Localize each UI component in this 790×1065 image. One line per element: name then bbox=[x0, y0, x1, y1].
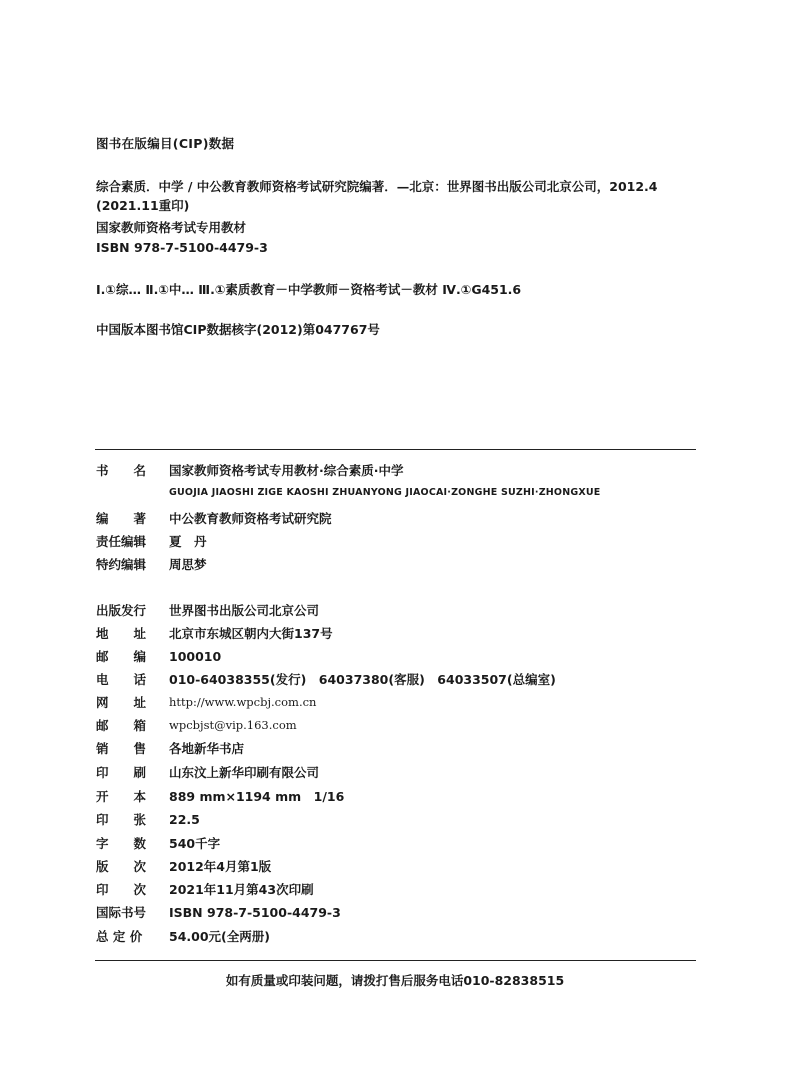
format-value: 889 mm×1194 mm 1/16 bbox=[169, 789, 345, 804]
row-author bbox=[96, 508, 332, 528]
row-printer bbox=[96, 762, 319, 782]
book-name-pinyin: GUOJIA JIAOSHI ZIGE KAOSHI ZHUANYONG JIAOCAI·ZONGHE SUZHI·ZHONGXUE bbox=[169, 487, 601, 498]
row-editor bbox=[96, 531, 207, 551]
words-label: 字 数 bbox=[96, 836, 147, 851]
printer-label: 印 刷 bbox=[96, 765, 147, 780]
words-value: 540千字 bbox=[169, 836, 221, 851]
cip-line-1: 综合素质．中学 / 中公教育教师资格考试研究院编著．—北京：世界图书出版公司北京公司，2012.4 bbox=[96, 179, 658, 194]
impression-label: 印 次 bbox=[96, 882, 147, 897]
phone-value: 010-64038355(发行) 64037380(客服) 64033507(总编室) bbox=[169, 672, 556, 687]
phone-label: 电 话 bbox=[96, 672, 147, 687]
sheets-label: 印 张 bbox=[96, 812, 147, 827]
cip-number: 中国版本图书馆CIP数据核字(2012)第047767号 bbox=[96, 322, 380, 337]
printer-value: 山东汶上新华印刷有限公司 bbox=[169, 765, 320, 780]
bottom-rule bbox=[95, 960, 696, 961]
row-isbn bbox=[96, 902, 341, 922]
sales-label: 销 售 bbox=[96, 741, 147, 756]
top-rule bbox=[95, 449, 696, 450]
impression-value: 2021年11月第43次印刷 bbox=[169, 882, 314, 897]
row-words bbox=[96, 833, 220, 853]
row-sheets bbox=[96, 809, 200, 829]
row-price bbox=[96, 926, 270, 946]
book-name-value: 国家教师资格考试专用教材·综合素质·中学 bbox=[169, 463, 404, 478]
service-notice: 如有质量或印装问题，请拨打售后服务电话010-82838515 bbox=[225, 973, 565, 988]
row-special-editor bbox=[96, 554, 207, 574]
cip-line-4: ISBN 978-7-5100-4479-3 bbox=[96, 240, 268, 255]
row-website bbox=[96, 692, 316, 712]
format-label: 开 本 bbox=[96, 789, 147, 804]
special-editor-label: 特约编辑 bbox=[96, 557, 147, 572]
address-value: 北京市东城区朝内大街137号 bbox=[169, 626, 333, 641]
postcode-value: 100010 bbox=[169, 648, 222, 664]
email-label: 邮 箱 bbox=[96, 718, 147, 733]
sheets-value: 22.5 bbox=[169, 811, 200, 827]
row-address bbox=[96, 623, 333, 643]
sales-value: 各地新华书店 bbox=[169, 741, 245, 756]
row-impression bbox=[96, 879, 314, 899]
cip-line-2: (2021.11重印) bbox=[96, 198, 190, 213]
row-format bbox=[96, 786, 344, 806]
website-label: 网 址 bbox=[96, 695, 147, 710]
isbn-value: ISBN 978-7-5100-4479-3 bbox=[169, 904, 341, 920]
special-editor-value: 周思梦 bbox=[169, 557, 207, 572]
publisher-value: 世界图书出版公司北京公司 bbox=[169, 603, 320, 618]
row-edition bbox=[96, 856, 271, 876]
row-publisher bbox=[96, 600, 319, 620]
cip-line-3: 国家教师资格考试专用教材 bbox=[96, 220, 247, 235]
row-phone bbox=[96, 669, 556, 689]
row-postcode bbox=[96, 646, 221, 666]
edition-label: 版 次 bbox=[96, 859, 147, 874]
cip-heading: 图书在版编目(CIP)数据 bbox=[96, 136, 235, 151]
price-label: 总 定 价 bbox=[96, 929, 143, 944]
edition-value: 2012年4月第1版 bbox=[169, 859, 272, 874]
isbn-label: 国际书号 bbox=[96, 905, 147, 920]
row-sales bbox=[96, 738, 244, 758]
editor-value: 夏 丹 bbox=[169, 534, 207, 549]
author-value: 中公教育教师资格考试研究院 bbox=[169, 511, 332, 526]
postcode-label: 邮 编 bbox=[96, 649, 147, 664]
editor-label: 责任编辑 bbox=[96, 534, 147, 549]
publisher-label: 出版发行 bbox=[96, 603, 147, 618]
website-link[interactable]: http://www.wpcbj.com.cn bbox=[169, 695, 317, 709]
address-label: 地 址 bbox=[96, 626, 147, 641]
email-link[interactable]: wpcbjst@vip.163.com bbox=[169, 718, 297, 732]
row-book-name bbox=[96, 460, 404, 480]
row-email bbox=[96, 715, 297, 735]
author-label: 编 著 bbox=[96, 511, 147, 526]
cip-classification: Ⅰ.①综… Ⅱ.①中… Ⅲ.①素质教育－中学教师－资格考试－教材 Ⅳ.①G451.6 bbox=[96, 282, 522, 297]
price-value: 54.00元(全两册) bbox=[169, 929, 270, 944]
book-name-label: 书 名 bbox=[96, 463, 147, 478]
